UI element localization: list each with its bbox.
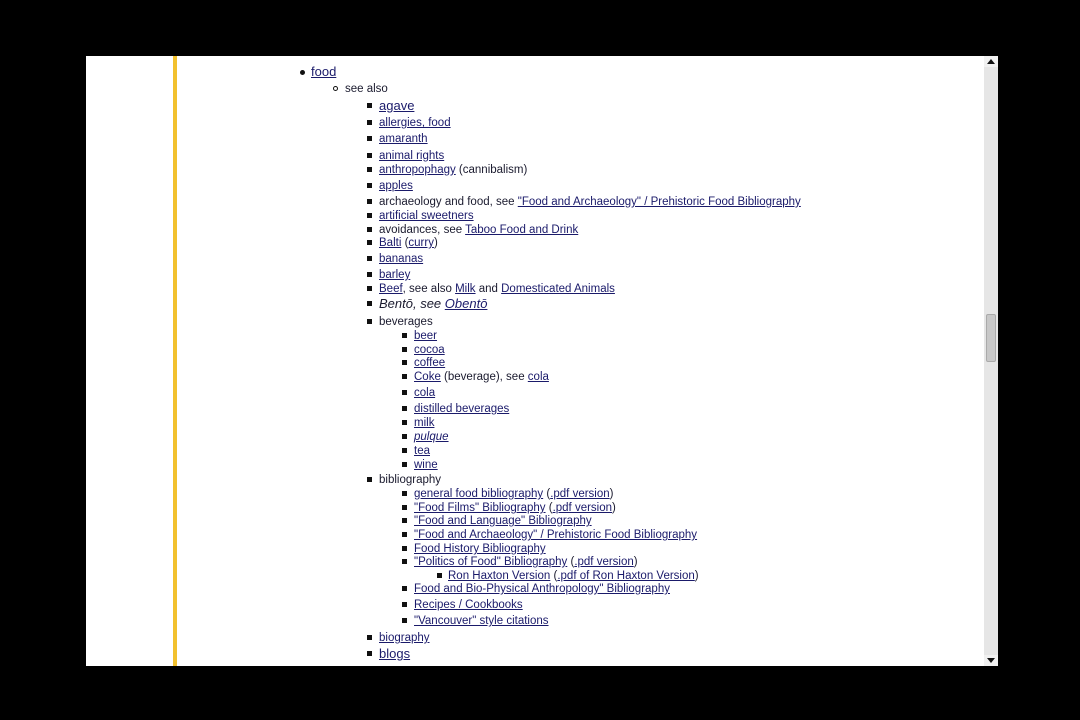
- bullet-square: [367, 301, 372, 306]
- bullet-disc: [300, 70, 305, 75]
- list-item-link[interactable]: biography: [379, 632, 430, 644]
- bullet-square: [367, 319, 372, 324]
- bullet-square: [367, 199, 372, 204]
- list-item-text: Bentō, see: [379, 296, 445, 311]
- list-item: [379, 631, 430, 645]
- list-item-link[interactable]: general food bibliography: [414, 488, 544, 500]
- list-item-link[interactable]: .pdf version: [552, 502, 613, 514]
- bullet-square: [367, 136, 372, 141]
- list-item-text: archaeology and food, see: [379, 196, 518, 208]
- bullet-square: [402, 586, 407, 591]
- list-item-link[interactable]: Coke: [414, 371, 441, 383]
- bullet-square: [402, 374, 407, 379]
- bullet-square: [367, 153, 372, 158]
- bullet-square: [402, 505, 407, 510]
- bullet-square: [437, 573, 442, 578]
- list-item-link[interactable]: Obentō: [444, 296, 488, 311]
- bullet-square: [367, 286, 372, 291]
- list-item-text: ): [433, 237, 438, 249]
- list-item-link[interactable]: cola: [414, 387, 436, 399]
- bullet-square: [402, 333, 407, 338]
- list-item-link[interactable]: "Food Films" Bibliography: [414, 502, 546, 514]
- list-item: [414, 487, 613, 501]
- list-item-link[interactable]: Food History Bibliography: [414, 543, 546, 555]
- bullet-square: [402, 559, 407, 564]
- list-item: [414, 555, 638, 569]
- bullet-square: [402, 518, 407, 523]
- list-item: [414, 386, 435, 400]
- list-item: [414, 356, 445, 370]
- list-item-link[interactable]: Taboo Food and Drink: [465, 224, 579, 236]
- list-item-link[interactable]: "Vancouver" style citations: [414, 615, 549, 627]
- list-item: [379, 473, 441, 487]
- bullet-square: [402, 602, 407, 607]
- bullet-square: [367, 120, 372, 125]
- list-item: [414, 614, 549, 628]
- list-item-link[interactable]: artificial sweetners: [379, 210, 474, 222]
- list-item-link[interactable]: "Food and Archaeology" / Prehistoric Food Bibliography: [414, 529, 698, 541]
- list-item: [414, 458, 438, 472]
- list-item-link[interactable]: .pdf version: [550, 488, 610, 500]
- list-item-link[interactable]: beer: [414, 330, 438, 342]
- scrollbar-thumb[interactable]: [986, 314, 996, 362]
- bullet-square: [367, 167, 372, 172]
- list-item-text: (: [550, 570, 558, 582]
- list-item-text: (beverage), see: [440, 371, 528, 383]
- list-item-text: beverages: [379, 316, 433, 328]
- root-item-food[interactable]: [311, 65, 336, 79]
- list-item-link[interactable]: .pdf of Ron Haxton Version: [557, 570, 695, 582]
- bullet-square: [402, 491, 407, 496]
- scroll-down-arrow-icon[interactable]: [984, 655, 998, 666]
- list-item-link[interactable]: pulque: [414, 431, 449, 443]
- bullet-square: [402, 462, 407, 467]
- bullet-square: [402, 448, 407, 453]
- list-item-text: ): [612, 502, 616, 514]
- list-item: [379, 236, 438, 250]
- list-item-link[interactable]: tea: [414, 445, 430, 457]
- scroll-up-arrow-icon[interactable]: [984, 56, 998, 67]
- list-item: [379, 223, 578, 237]
- list-item: [379, 116, 451, 130]
- list-item: [414, 416, 434, 430]
- list-item-link[interactable]: amaranth: [379, 133, 428, 145]
- list-item-link[interactable]: animal rights: [379, 150, 445, 162]
- list-item: [379, 179, 413, 193]
- bullet-square: [402, 360, 407, 365]
- bullet-square: [367, 103, 372, 108]
- bullet-square: [402, 347, 407, 352]
- bullet-square: [367, 183, 372, 188]
- list-item-text: (: [401, 237, 409, 249]
- list-item: [414, 598, 523, 612]
- list-item-link[interactable]: agave: [379, 98, 415, 113]
- list-item-link[interactable]: Ron Haxton Version: [448, 570, 551, 582]
- page-content-area: [86, 56, 984, 666]
- list-item-link[interactable]: curry: [408, 237, 434, 249]
- list-item: [414, 402, 509, 416]
- list-item: [379, 268, 410, 282]
- list-item-link[interactable]: apples: [379, 180, 413, 192]
- outline-list: [86, 56, 984, 666]
- list-item-text: avoidances, see: [379, 224, 466, 236]
- bullet-square: [367, 477, 372, 482]
- list-item: [414, 370, 549, 384]
- list-item-link[interactable]: cocoa: [414, 344, 445, 356]
- list-item-link[interactable]: "Food and Language" Bibliography: [414, 515, 592, 527]
- list-item: [448, 569, 699, 583]
- list-item: [414, 343, 445, 357]
- list-item: [379, 315, 433, 329]
- bullet-square: [367, 272, 372, 277]
- bullet-circle: [333, 86, 338, 91]
- bullet-square: [402, 546, 407, 551]
- list-item-link[interactable]: barley: [379, 269, 411, 281]
- list-item-text: (: [543, 488, 551, 500]
- bullet-square: [367, 213, 372, 218]
- list-item: [414, 542, 546, 556]
- list-item-text: ): [633, 556, 638, 568]
- list-item-link[interactable]: Milk: [455, 283, 476, 295]
- bullet-square: [402, 434, 407, 439]
- bullet-square: [402, 406, 407, 411]
- bullet-square: [367, 635, 372, 640]
- list-item-link[interactable]: Recipes / Cookbooks: [414, 599, 523, 611]
- list-item: [379, 163, 527, 177]
- list-item-link[interactable]: Domesticated Animals: [501, 283, 615, 295]
- bullet-square: [402, 532, 407, 537]
- list-item: [379, 195, 801, 209]
- list-item-link[interactable]: distilled beverages: [414, 403, 510, 415]
- see-also-label: see also: [345, 83, 388, 95]
- list-item: [379, 149, 444, 163]
- list-item-text: ): [694, 570, 699, 582]
- list-item: [414, 528, 697, 542]
- list-item-link[interactable]: milk: [414, 417, 435, 429]
- list-item: [379, 252, 423, 266]
- list-item-text: and: [475, 283, 502, 295]
- list-item: [379, 282, 615, 296]
- list-item-text: (: [567, 556, 575, 568]
- list-item-text: ): [609, 488, 614, 500]
- vertical-scrollbar[interactable]: [984, 56, 998, 666]
- list-item-text: (cannibalism): [455, 164, 528, 176]
- list-item-text: , see also: [402, 283, 456, 295]
- list-item-link[interactable]: cola: [527, 371, 549, 383]
- bullet-square: [402, 420, 407, 425]
- list-item-link[interactable]: .pdf version: [574, 556, 634, 568]
- bullet-square: [367, 651, 372, 656]
- list-item: [379, 132, 428, 146]
- list-item: [379, 647, 410, 662]
- list-item-link[interactable]: anthropophagy: [379, 164, 456, 176]
- bullet-square: [402, 390, 407, 395]
- bullet-square: [367, 256, 372, 261]
- list-item-link[interactable]: "Politics of Food" Bibliography: [414, 556, 568, 568]
- list-item-link[interactable]: coffee: [414, 357, 446, 369]
- list-item-text: bibliography: [379, 474, 442, 486]
- bullet-square: [367, 240, 372, 245]
- list-item-link[interactable]: allergies, food: [379, 117, 451, 129]
- list-item-link[interactable]: blogs: [379, 646, 411, 661]
- list-item: [414, 444, 430, 458]
- list-item-link[interactable]: Beef: [379, 283, 403, 295]
- list-item-link[interactable]: Balti: [379, 237, 402, 249]
- list-item: [379, 99, 414, 114]
- list-item-link[interactable]: Food and Bio-Physical Anthropology" Bibliography: [414, 583, 670, 595]
- list-item-link[interactable]: "Food and Archaeology" / Prehistoric Food Bibliography: [517, 196, 801, 208]
- list-item: [414, 329, 437, 343]
- list-item-text: (: [545, 502, 553, 514]
- bullet-square: [367, 227, 372, 232]
- list-item: [414, 514, 592, 528]
- list-item-link[interactable]: bananas: [379, 253, 424, 265]
- bullet-square: [402, 618, 407, 623]
- list-item-link[interactable]: wine: [414, 459, 438, 471]
- list-item: [379, 297, 487, 312]
- list-item: [414, 582, 670, 596]
- food-link[interactable]: food: [311, 64, 337, 79]
- list-item: [379, 209, 474, 223]
- list-item: [414, 430, 449, 444]
- list-item: [414, 501, 616, 515]
